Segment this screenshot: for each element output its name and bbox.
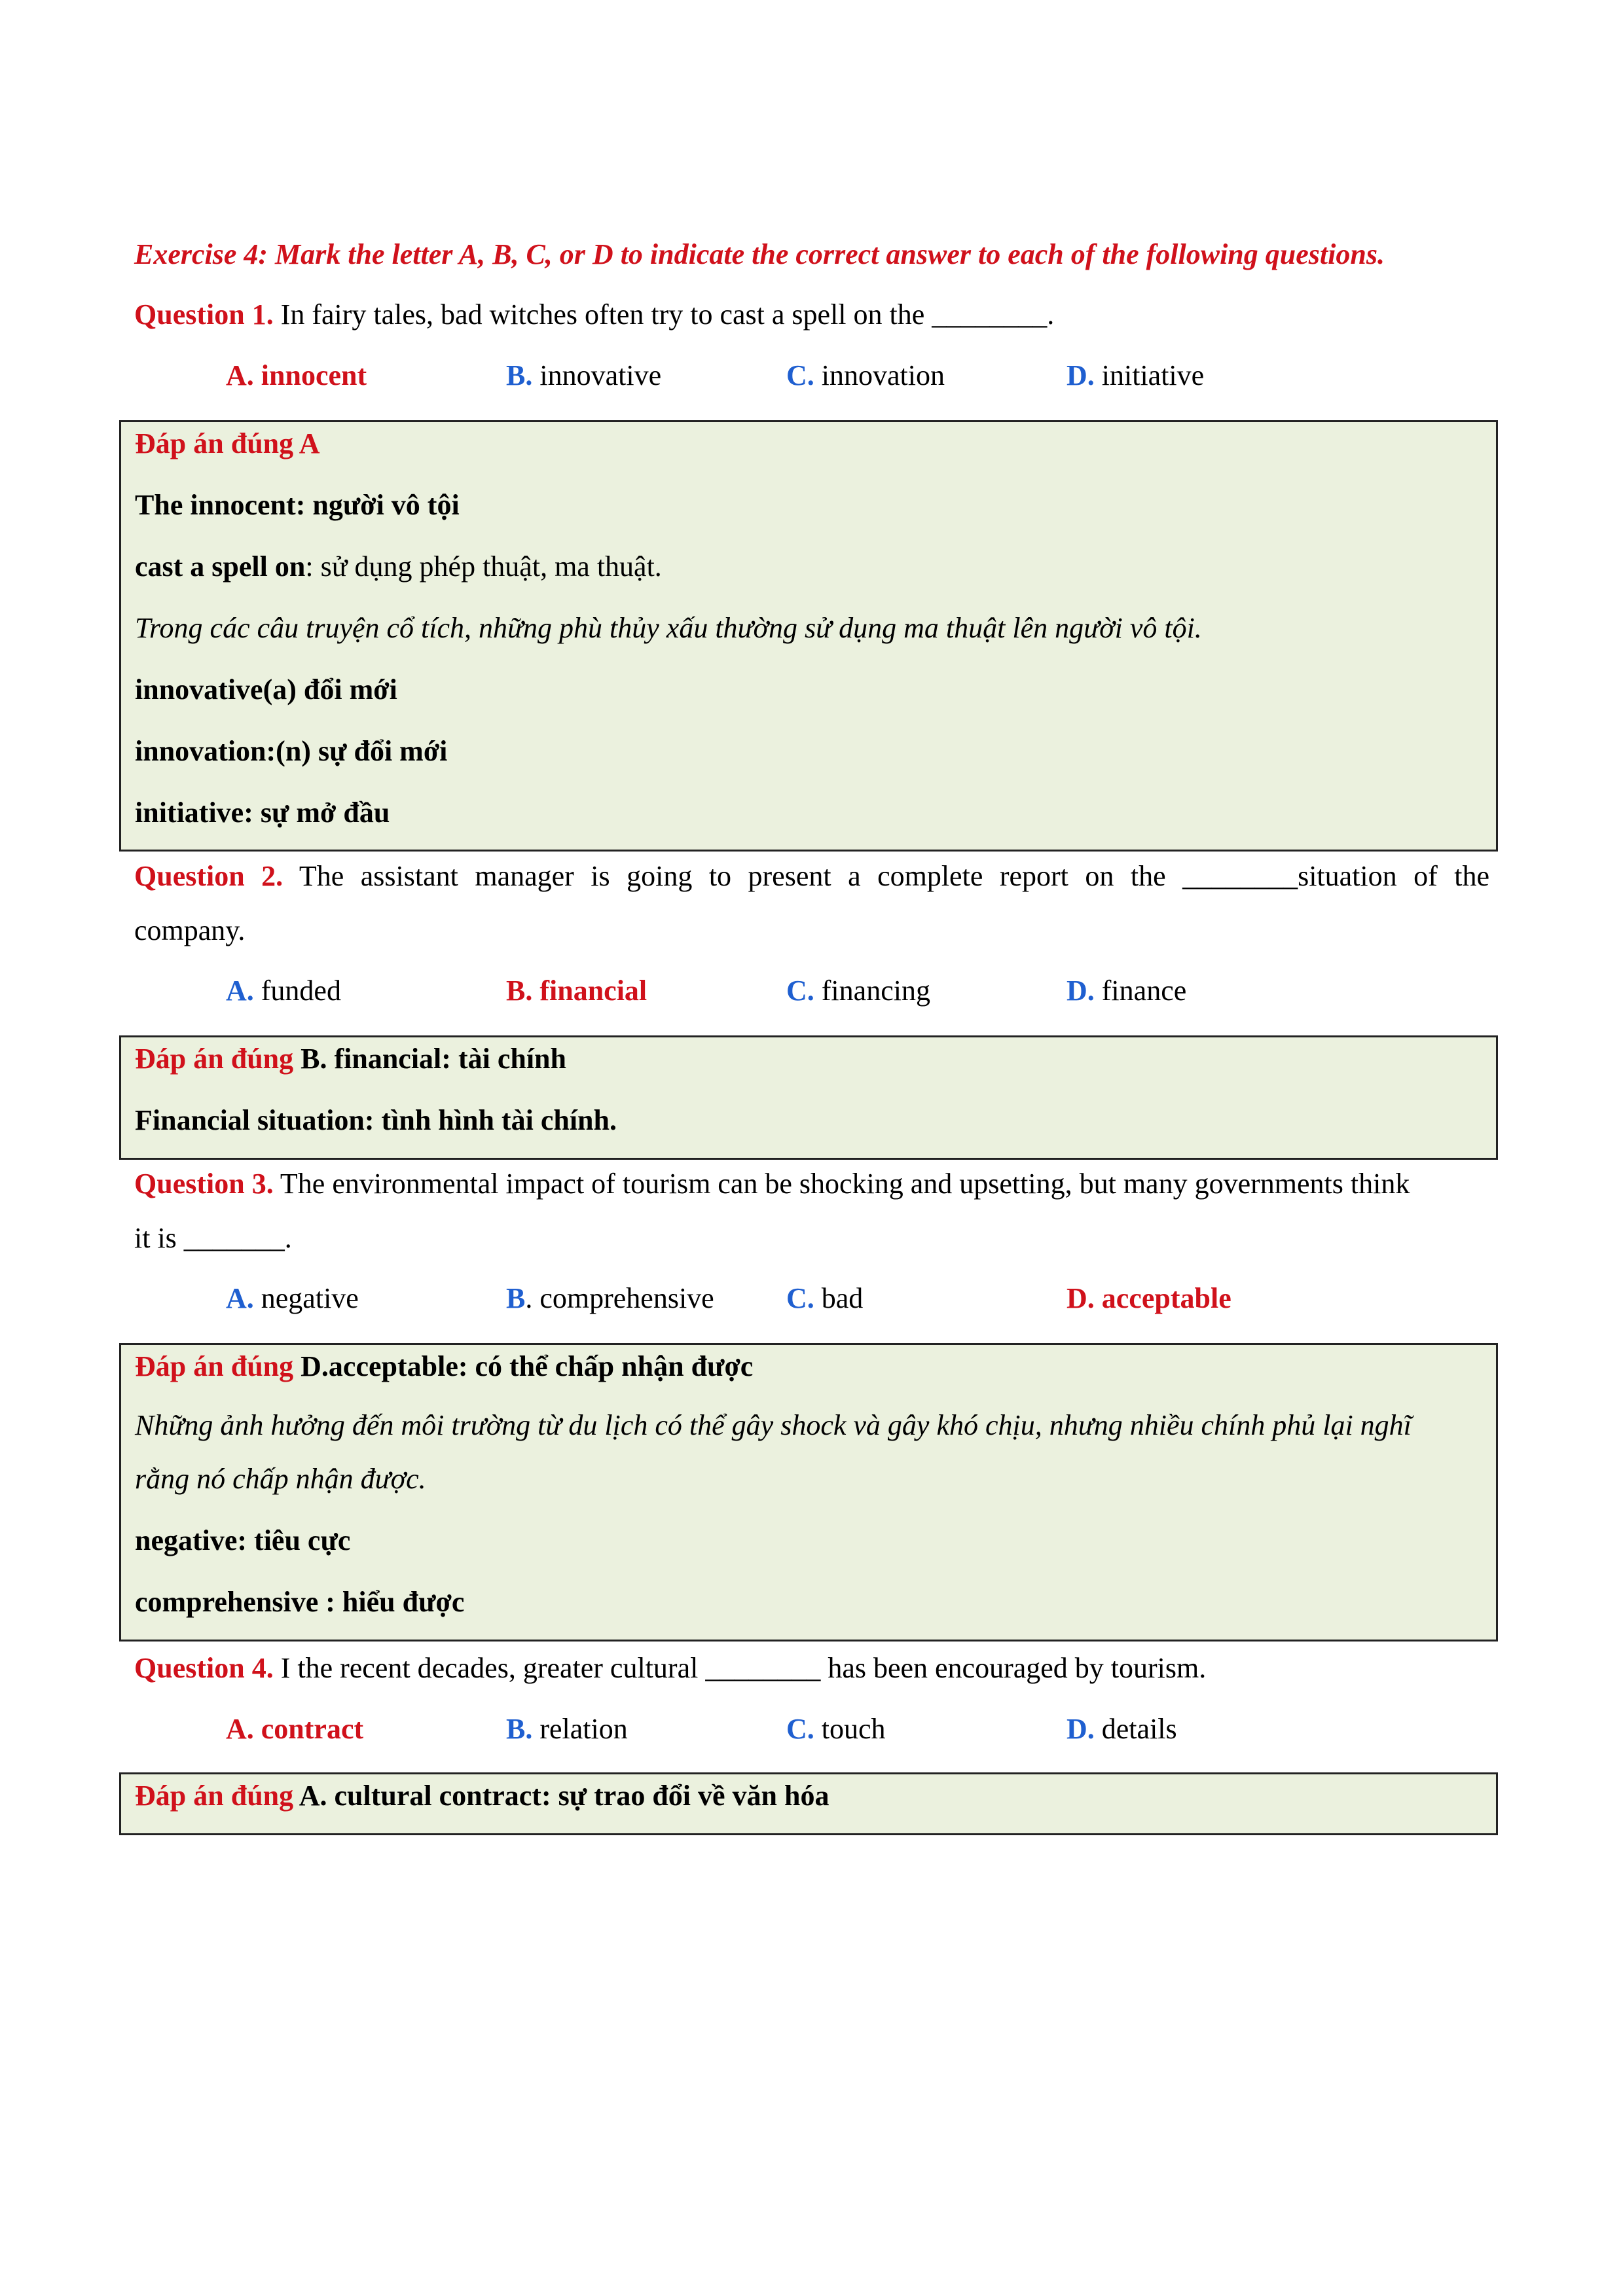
option-3b: B. comprehensive <box>506 1282 714 1314</box>
answer-3-line-3: negative: tiêu cực <box>135 1524 351 1556</box>
answer-3-line-4: comprehensive : hiểu được <box>135 1586 465 1618</box>
question-3-text: The environmental impact of tourism can be shocking and upsetting, but many governments think <box>273 1168 1410 1200</box>
question-1-label: Question 1. <box>134 298 274 331</box>
option-3a: A. negative <box>226 1282 359 1314</box>
question-4-options <box>134 1710 1489 1748</box>
answer-1-line-5: innovation:(n) sự đổi mới <box>135 735 448 767</box>
question-2 <box>134 857 1489 895</box>
option-2d: D. finance <box>1067 975 1187 1007</box>
answer-1-line-3: Trong các câu truyện cổ tích, những phù thủy xấu thường sử dụng ma thuật lên người vô tội. <box>135 612 1202 644</box>
question-4-label: Question 4. <box>134 1652 274 1684</box>
question-3-label: Question 3. <box>134 1168 274 1200</box>
answer-box-3 <box>119 1343 1498 1641</box>
answer-3-label: Đáp án đúng D.acceptable: có thể chấp nhận được <box>135 1350 754 1382</box>
question-2-text: The assistant manager is going to present a complete report on the ________situation of the <box>283 860 1490 892</box>
question-4 <box>134 1649 1489 1687</box>
answer-2-line-1: Financial situation: tình hình tài chính. <box>135 1104 617 1136</box>
question-2-text-cont: company. <box>134 914 246 946</box>
answer-1-line-1: The innocent: người vô tội <box>135 489 460 521</box>
question-1-text: In fairy tales, bad witches often try to cast a spell on the ________. <box>273 298 1055 331</box>
option-2c: C. financing <box>786 975 930 1007</box>
question-3-text-cont: it is _______. <box>134 1222 292 1254</box>
option-1d: D. initiative <box>1067 359 1205 391</box>
answer-1-label: Đáp án đúng A <box>135 427 320 459</box>
answer-box-1 <box>119 420 1498 852</box>
answer-box-4 <box>119 1772 1498 1835</box>
option-2b: B. financial <box>506 975 647 1007</box>
option-4c: C. touch <box>786 1713 886 1745</box>
answer-1-line-2: cast a spell on: sử dụng phép thuật, ma thuật. <box>135 550 662 583</box>
option-1c: C. innovation <box>786 359 945 391</box>
option-4a: A. contract <box>226 1713 364 1745</box>
option-1a: A. innocent <box>226 359 367 391</box>
question-4-text: I the recent decades, greater cultural ________ has been encouraged by tourism. <box>273 1652 1207 1684</box>
answer-box-2 <box>119 1035 1498 1160</box>
answer-3-line-1: Những ảnh hưởng đến môi trường từ du lịch có thể gây shock và gây khó chịu, nhưng nhiều chính phủ lại nghĩ <box>135 1409 1412 1441</box>
question-2-label: Question 2. <box>134 860 283 892</box>
question-2-options <box>134 972 1489 1010</box>
question-1 <box>134 296 1489 334</box>
option-3d: D. acceptable <box>1067 1282 1231 1314</box>
option-1b: B. innovative <box>506 359 662 391</box>
option-3c: C. bad <box>786 1282 864 1314</box>
answer-2-label: Đáp án đúng B. financial: tài chính <box>135 1043 566 1075</box>
question-1-options <box>134 357 1489 395</box>
option-4b: B. relation <box>506 1713 628 1745</box>
question-3 <box>134 1165 1489 1203</box>
exercise-title: Exercise 4: Mark the letter A, B, C, or D to indicate the correct answer to each of the following questions. <box>134 238 1385 270</box>
option-4d: D. details <box>1067 1713 1177 1745</box>
answer-3-line-2: rằng nó chấp nhận được. <box>135 1463 426 1495</box>
answer-1-line-4: innovative(a) đổi mới <box>135 673 397 706</box>
answer-1-line-6: initiative: sự mở đầu <box>135 797 390 829</box>
question-3-options <box>134 1280 1489 1318</box>
option-2a: A. funded <box>226 975 341 1007</box>
answer-4-label: Đáp án đúng A. cultural contract: sự trao đổi về văn hóa <box>135 1780 830 1812</box>
